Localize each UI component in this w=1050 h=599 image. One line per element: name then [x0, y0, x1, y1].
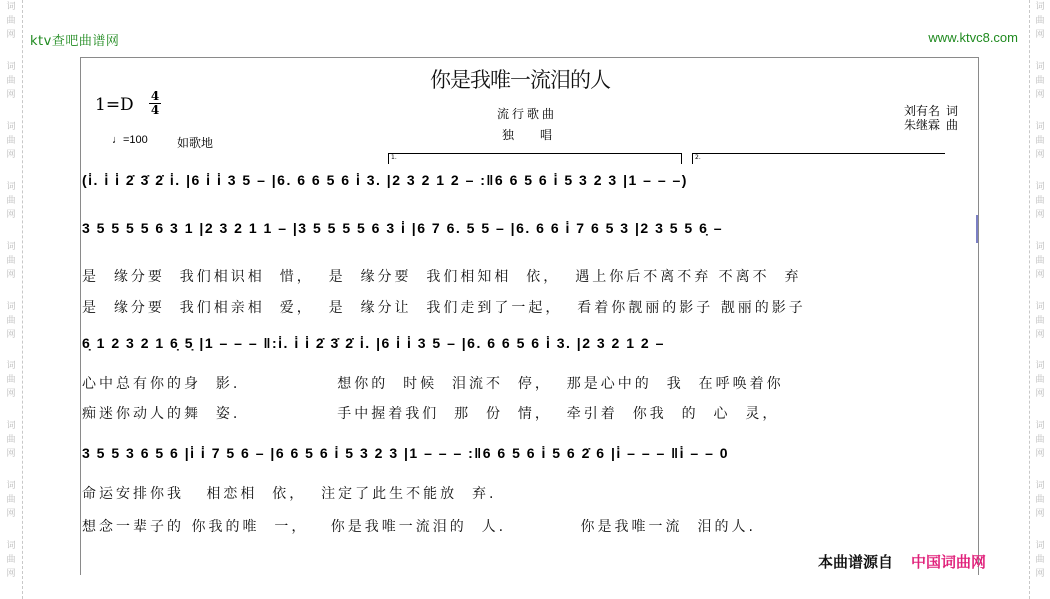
watermark-group: 词 曲 网 — [6, 181, 16, 220]
watermark-group: 词 曲 网 — [1035, 421, 1045, 460]
source-brand-link[interactable]: 中国词曲网 — [911, 553, 987, 571]
text-cursor-marker — [976, 215, 978, 243]
notation-line: 3 5 5 3 6 5 6 |i̇ i̇ 7 5 6 – |6 6 5 6 i̇ 5 3 2 3 |1 – – – :‖6 6 5 6 i̇ 5 6 2̇ 6 |i̇ – – – ‖i̇ – – 0 — [82, 445, 730, 461]
key-signature: 1=D — [95, 95, 134, 115]
lyric-line: 痴迷你动人的舞 姿. 手中握着我们 那 份 情， 牵引着 你我 的 心 灵， — [82, 406, 780, 422]
lyricist-credit: 刘有名 词 — [904, 104, 959, 118]
watermark-group: 词 曲 网 — [6, 361, 16, 400]
volta-first-ending: 1. — [388, 153, 682, 164]
watermark-group: 词 曲 网 — [1035, 541, 1045, 580]
watermark-group: 词 曲 网 — [1035, 121, 1045, 160]
song-genre: 流行歌曲 — [497, 107, 558, 121]
notation-line: (i̇. i̇ i̇ 2̇ 3̇ 2̇ i̇. |6 i̇ i̇ 3 5 – |6. 6 6 5 6 i̇ 3. |2 3 2 1 2 – :‖6 6 5 6 i̇ 5 3 2 3 |1 – – –) — [82, 172, 688, 188]
watermark-group: 词 曲 网 — [6, 2, 16, 40]
lyric-line: 心中总有你的身 影. 想你的 时候 泪流不 停， 那是心中的 我 在呼唤着你 — [82, 376, 784, 392]
lyric-line: 命运安排你我 相恋相 依， 注定了此生不能放 弃. — [82, 486, 497, 502]
lyric-line: 想念一辈子的 你我的唯 一， 你是我唯一流泪的 人. 你是我唯一流 泪的人. — [82, 519, 756, 535]
watermark-group: 词 曲 网 — [1035, 301, 1045, 340]
watermark-group: 词 曲 网 — [6, 61, 16, 100]
watermark-group: 词 曲 网 — [6, 241, 16, 280]
watermark-group: 词 曲 网 — [1035, 61, 1045, 100]
left-watermark-strip — [0, 0, 23, 599]
expression-marking: 如歌地 — [177, 136, 214, 150]
notation-line: 6̣ 1 2 3 2 1 6̣ 5̣ |1 – – – ‖:i̇. i̇ i̇ 2̇ 3̇ 2̇ i̇. |6 i̇ i̇ 3 5 – |6. 6 6 5 6 i̇ 3. |2 3 2 1 2 – — [82, 335, 665, 351]
site-url-right[interactable]: www.ktvc8.com — [928, 30, 1018, 45]
watermark-group: 词 曲 网 — [1035, 2, 1045, 40]
time-signature: 4 4 — [150, 89, 160, 117]
lyric-line: 是 缘分要 我们相亲相 爱， 是 缘分让 我们走到了一起， 看着你靓丽的影子 靓丽的影子 — [82, 300, 806, 316]
watermark-group: 词 曲 网 — [6, 481, 16, 520]
watermark-group: 词 曲 网 — [6, 541, 16, 580]
lyric-line: 是 缘分要 我们相识相 惜， 是 缘分要 我们相知相 依， 遇上你后不离不弃 不离不 弃 — [82, 269, 802, 285]
right-watermark-strip — [1029, 0, 1050, 599]
tempo-marking: ♩=100 — [112, 134, 148, 146]
source-label: 本曲谱源自 — [818, 553, 894, 571]
performance-type: 独 唱 — [502, 128, 553, 142]
song-title: 你是我唯一流泪的人 — [430, 68, 610, 92]
site-name-left[interactable]: ktv查吧曲谱网 — [30, 34, 120, 49]
watermark-group: 词 曲 网 — [1035, 181, 1045, 220]
watermark-group: 词 曲 网 — [6, 121, 16, 160]
watermark-group: 词 曲 网 — [1035, 481, 1045, 520]
credits — [904, 104, 958, 132]
volta-second-ending: 2. — [692, 153, 945, 164]
watermark-group: 词 曲 网 — [6, 301, 16, 340]
watermark-group: 词 曲 网 — [1035, 241, 1045, 280]
watermark-group: 词 曲 网 — [6, 421, 16, 460]
source-footer — [818, 551, 986, 572]
notation-line: 3 5 5 5 5 6 3 1 |2 3 2 1 1 – |3 5 5 5 5 6 3 i̇ |6 7 6. 5 5 – |6. 6 6 i̇ 7 6 5 3 |2 3 5 5 6̣ – — [82, 220, 724, 236]
watermark-group: 词 曲 网 — [1035, 361, 1045, 400]
composer-credit: 朱继霖 曲 — [904, 118, 959, 132]
